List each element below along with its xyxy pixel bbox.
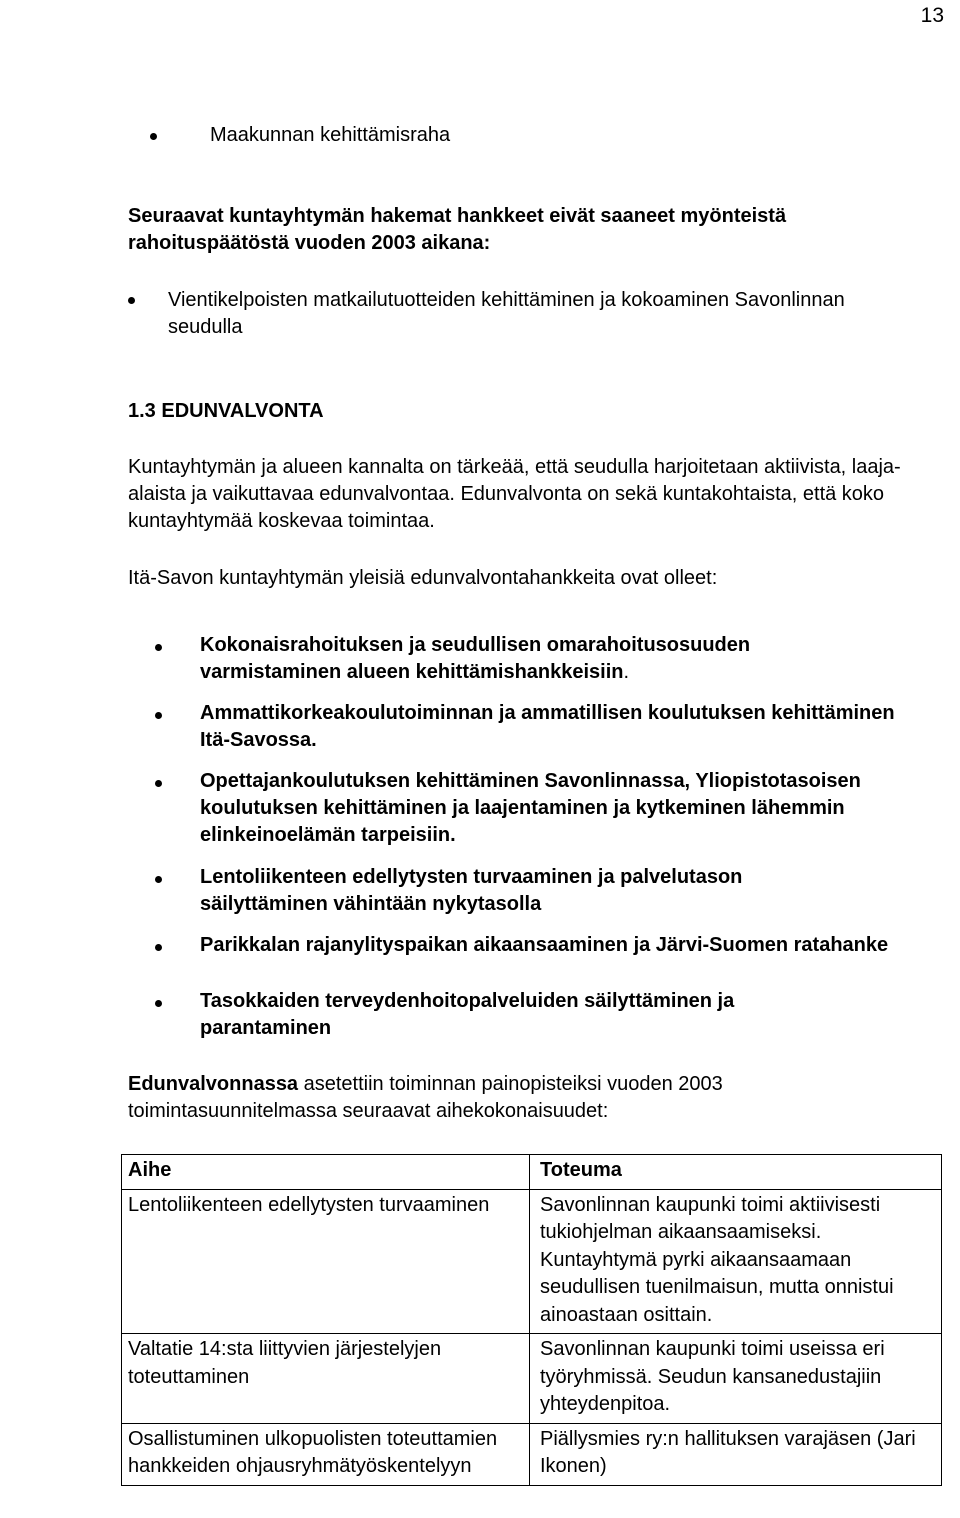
top-bullet-item: Maakunnan kehittämisraha bbox=[210, 124, 451, 146]
table-cell-aihe: Osallistuminen ulkopuolisten toteuttamien hankkeiden ohjausryhmätyöskentelyyn bbox=[122, 1423, 530, 1485]
project-item: Ammattikorkeakoulutoiminnan ja ammatillisen koulutuksen kehittäminen Itä-Savossa. bbox=[200, 702, 895, 751]
focus-lead-bold: Edunvalvonnassa bbox=[128, 1073, 299, 1095]
bullet-dot-icon bbox=[155, 944, 162, 951]
table-cell-toteuma: Savonlinnan kaupunki toimi useissa eri työryhmissä. Seudun kansanedustajiin yhteydenpitoa. bbox=[530, 1334, 942, 1424]
table-header-aihe: Aihe bbox=[122, 1155, 530, 1190]
bullet-dot-icon bbox=[155, 712, 162, 719]
project-item: Tasokkaiden terveydenhoitopalveluiden säilyttäminen ja parantaminen bbox=[200, 990, 735, 1039]
projects-intro: Itä-Savon kuntayhtymän yleisiä edunvalvontahankkeita ovat olleet: bbox=[128, 567, 718, 589]
table-header-row bbox=[122, 1155, 942, 1190]
table-cell-aihe: Valtatie 14:sta liittyvien järjestelyjen toteuttaminen bbox=[122, 1334, 530, 1424]
no-decision-item: Vientikelpoisten matkailutuotteiden kehittäminen ja kokoaminen Savonlinnan seudulla bbox=[168, 289, 845, 338]
no-decision-heading: Seuraavat kuntayhtymän hakemat hankkeet eivät saaneet myönteistä rahoituspäätöstä vuoden 2003 aikana: bbox=[128, 205, 787, 254]
table-cell-toteuma: Savonlinnan kaupunki toimi aktiivisesti tukiohjelman aikaansaamiseksi. Kuntayhtymä pyrki aikaansaamaan seudullisen tuenilmaisun, mutta onnistui ainoastaan osittain. bbox=[530, 1189, 942, 1334]
table-row bbox=[122, 1189, 942, 1334]
bullet-dot-icon bbox=[155, 780, 162, 787]
bullet-dot-icon bbox=[155, 644, 162, 651]
bullet-dot-icon bbox=[155, 876, 162, 883]
page-number: 13 bbox=[920, 4, 944, 27]
table-cell-toteuma: Piällysmies ry:n hallituksen varajäsen (Jari Ikonen) bbox=[530, 1423, 942, 1485]
intro-paragraph: Kuntayhtymän ja alueen kannalta on tärkeää, että seudulla harjoitetaan aktiivista, laaja-alaista ja vaikuttavaa edunvalvontaa. Edunvalvonta on sekä kuntakohtaista, että koko kuntayhtymää koskevaa toimintaa. bbox=[128, 456, 901, 532]
project-text: Kokonaisrahoituksen ja seudullisen omarahoitusosuuden varmistaminen alueen kehittämishankkeisiin bbox=[200, 634, 751, 683]
focus-lead-rest: asetettiin toiminnan painopisteiksi vuoden 2003 toimintasuunnitelmassa seuraavat aihekokonaisuudet: bbox=[128, 1073, 723, 1122]
bullet-dot-icon bbox=[128, 297, 135, 304]
project-item: Lentoliikenteen edellytysten turvaaminen ja palvelutason säilyttäminen vähintään nykytasolla bbox=[200, 866, 743, 915]
table-cell-aihe: Lentoliikenteen edellytysten turvaaminen bbox=[122, 1189, 530, 1334]
section-heading: 1.3 EDUNVALVONTA bbox=[128, 400, 324, 422]
table-header-toteuma: Toteuma bbox=[530, 1155, 942, 1190]
topic-table bbox=[121, 1154, 942, 1486]
bullet-dot-icon bbox=[155, 1000, 162, 1007]
table-row bbox=[122, 1423, 942, 1485]
project-item: Parikkalan rajanylityspaikan aikaansaaminen ja Järvi-Suomen ratahanke bbox=[200, 934, 889, 956]
project-item: Opettajankoulutuksen kehittäminen Savonlinnassa, Yliopistotasoisen koulutuksen kehittäminen ja laajentaminen ja kytkeminen lähemmin elinkeinoelämän tarpeisiin. bbox=[200, 770, 861, 846]
project-item bbox=[200, 632, 890, 686]
table-row bbox=[122, 1334, 942, 1424]
project-suffix: . bbox=[623, 661, 630, 683]
focus-lead-paragraph bbox=[128, 1071, 858, 1125]
bullet-dot-icon bbox=[150, 133, 157, 140]
